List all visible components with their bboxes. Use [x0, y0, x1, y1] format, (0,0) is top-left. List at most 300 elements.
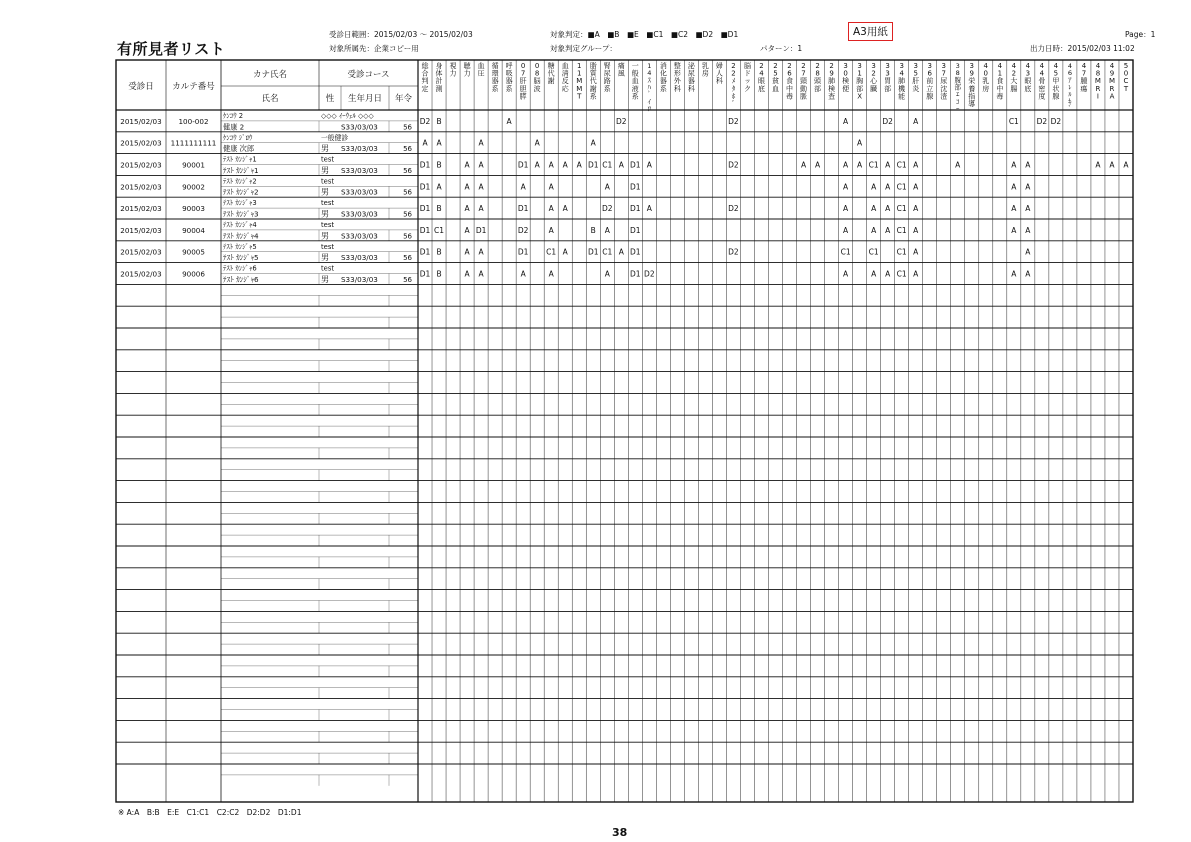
- judgement-cell: A: [955, 160, 961, 170]
- row-kana: ﾃｽﾄ ｶﾝｼﾞｬ6: [223, 264, 257, 273]
- column-header-char: 腹: [954, 76, 962, 85]
- judgement-cell: A: [604, 269, 610, 279]
- column-header-char: 総: [421, 62, 429, 70]
- judgement-cell: A: [1025, 182, 1031, 192]
- column-header-char: 般: [631, 69, 639, 78]
- row-name: ﾃｽﾄ ｶﾝｼﾞｬ1: [223, 165, 259, 175]
- judgement-cell: A: [843, 204, 849, 214]
- judgement-cell: D1: [517, 160, 529, 170]
- column-header-char: 動: [800, 84, 808, 93]
- judgement-cell: D1: [419, 182, 431, 192]
- judgement-cell: D2: [728, 116, 739, 126]
- judgement-cell: A: [913, 116, 919, 126]
- judgement-cell: A: [1011, 160, 1017, 170]
- judgement-cell: C1: [896, 160, 907, 170]
- column-header-char: 肺: [828, 77, 836, 86]
- judgement-cell: A: [913, 160, 919, 170]
- judgement-cell: A: [618, 160, 624, 170]
- column-header-char: 身: [435, 62, 443, 70]
- judgement-group: 対象判定グループ：: [550, 44, 617, 53]
- column-header-char: 9: [969, 69, 975, 78]
- column-header-char: 器: [505, 77, 513, 86]
- column-header-char: 器: [659, 77, 667, 86]
- column-header-char: 血: [631, 77, 639, 86]
- column-header-char: 8: [815, 69, 820, 78]
- judgement-cell: A: [1095, 160, 1101, 170]
- row-karte: 1111111111: [170, 138, 217, 148]
- column-header-char: 血: [477, 62, 485, 70]
- column-header-char: 食: [786, 77, 794, 86]
- judgement-cell: D2: [644, 269, 655, 279]
- judgement-cell: A: [562, 247, 568, 257]
- column-header-char: 8: [534, 69, 540, 78]
- column-header-char: 風: [617, 69, 625, 78]
- judgement-cell: A: [1011, 225, 1017, 235]
- judgement-cell: A: [478, 182, 484, 192]
- column-header-char: 7: [941, 69, 946, 78]
- row-sex: 男: [321, 165, 329, 175]
- row-name: ﾃｽﾄ ｶﾝｼﾞｬ4: [223, 231, 259, 241]
- column-header-char: 6: [1067, 69, 1073, 78]
- column-header-char: 部: [884, 84, 892, 93]
- judgement-cell: D2: [1050, 116, 1062, 126]
- column-header-char: 4: [1039, 62, 1045, 70]
- judgement-cell: A: [464, 160, 470, 170]
- column-header-char: 4: [1067, 62, 1073, 70]
- judgement-cell: A: [843, 225, 849, 235]
- judgement-cell: A: [871, 269, 877, 279]
- column-header-char: 度: [1038, 92, 1046, 101]
- judgement-cell: D1: [630, 269, 641, 279]
- judgement-cell: C1: [896, 182, 907, 192]
- judgement-cell: A: [548, 225, 554, 235]
- column-header-char: 6: [927, 69, 932, 78]
- column-header-char: 5: [913, 69, 918, 78]
- column-header-char: 2: [759, 62, 764, 70]
- column-header-char: 代: [547, 69, 555, 78]
- judgement-cell: D1: [419, 204, 431, 214]
- judgement-cell: A: [843, 160, 849, 170]
- row-course: test: [321, 264, 335, 273]
- column-header-char: 器: [491, 77, 499, 86]
- judgement-cell: B: [436, 160, 442, 170]
- judgement-cell: A: [913, 225, 919, 235]
- row-karte: 90006: [182, 269, 205, 279]
- column-header-char: 科: [673, 84, 681, 93]
- judgement-cell: C1: [602, 160, 613, 170]
- column-header-char: 2: [787, 62, 792, 70]
- column-header-char: 化: [659, 69, 667, 78]
- column-header-char: ﾒ: [731, 77, 736, 86]
- column-header-char: 4: [997, 62, 1003, 70]
- column-header-char: 液: [631, 84, 639, 93]
- column-header-char: 謝: [589, 84, 597, 93]
- column-header-char: 合: [421, 69, 429, 78]
- judgement-cell: A: [520, 269, 526, 279]
- column-header-char: 胸: [856, 77, 864, 86]
- judgement-cell: A: [478, 269, 484, 279]
- judgement-cell: A: [913, 182, 919, 192]
- column-header-char: 5: [1053, 69, 1059, 78]
- column-header-char: 環: [491, 69, 499, 78]
- judgement-cell: A: [646, 204, 652, 214]
- column-header-char: 波: [533, 84, 541, 93]
- judgement-cell: D2: [419, 116, 431, 126]
- column-header-char: 肝: [519, 77, 527, 86]
- judgement-cell: A: [464, 269, 470, 279]
- judgement-cell: A: [604, 182, 610, 192]
- column-header-char: 密: [1038, 84, 1046, 93]
- column-header-char: 肺: [898, 77, 906, 86]
- column-header-char: 謝: [547, 77, 555, 86]
- judgement-cell: D1: [419, 160, 431, 170]
- judgement-cell: A: [548, 269, 554, 279]
- judgement-cell: A: [871, 225, 877, 235]
- column-header-char: 眼: [757, 77, 765, 86]
- column-header-char: 判: [421, 77, 429, 86]
- column-header-char: 測: [435, 84, 443, 93]
- judgement-cell: D1: [419, 247, 431, 257]
- column-header-char: 外: [673, 77, 681, 86]
- column-header-char: 定: [421, 84, 429, 93]
- judgement-cell: C1: [840, 247, 851, 257]
- column-header-char: 1: [647, 62, 652, 70]
- judgement-cell: D2: [728, 204, 739, 214]
- row-birthdate: S33/03/03: [341, 122, 378, 132]
- row-age: 56: [403, 166, 412, 175]
- row-karte: 90001: [182, 160, 205, 170]
- judgement-cell: C1: [896, 269, 907, 279]
- judgement-cell: C1: [896, 204, 907, 214]
- judgement-cell: B: [436, 204, 442, 214]
- column-header-char: 応: [561, 84, 569, 93]
- column-header-char: 1: [857, 69, 862, 78]
- column-header-char: 臓: [870, 84, 878, 93]
- column-header-char: 瘍: [1080, 84, 1088, 93]
- column-header-char: ク: [743, 84, 751, 93]
- row-karte: 90003: [182, 204, 205, 214]
- column-header-char: 養: [968, 84, 976, 93]
- row-age: 56: [403, 275, 412, 284]
- judgement-cell: A: [885, 182, 891, 192]
- column-header-char: I: [1096, 92, 1099, 101]
- column-header-char: 4: [1095, 62, 1101, 70]
- column-header-char: 泌: [687, 62, 695, 70]
- judgement-legend: 対象判定：■A ■B ■E ■C1 ■C2 ■D2 ■D1: [550, 30, 739, 39]
- column-header-char: 腺: [1052, 92, 1060, 101]
- row-date: 2015/02/03: [120, 138, 162, 148]
- column-header-char: 立: [926, 84, 934, 93]
- column-header-char: 科: [715, 77, 723, 86]
- column-header-char: 系: [659, 84, 667, 93]
- judgement-cell: A: [871, 182, 877, 192]
- column-header-char: 4: [1109, 62, 1115, 70]
- judgement-cell: C1: [868, 160, 879, 170]
- column-header-char: 胆: [519, 84, 527, 93]
- row-karte: 90004: [182, 225, 205, 235]
- column-header-char: 系: [491, 84, 499, 93]
- legend-footnote: ※ A:A B:B E:E C1:C1 C2:C2 D2:D2 D1:D1: [118, 808, 302, 817]
- column-header-char: 痛: [617, 62, 625, 70]
- column-header-char: 脳: [743, 62, 751, 70]
- row-birthdate: S33/03/03: [341, 165, 378, 175]
- column-header-char: 胃: [884, 77, 892, 86]
- page-indicator: Page：1: [1125, 30, 1156, 39]
- judgement-cell: C1: [1008, 116, 1019, 126]
- row-date: 2015/02/03: [120, 160, 162, 170]
- judgement-cell: D1: [630, 160, 641, 170]
- column-header-char: ﾚ: [1068, 83, 1072, 92]
- column-header-char: ﾙ: [1068, 90, 1072, 99]
- judgement-cell: A: [478, 138, 484, 148]
- column-header-char: 部: [954, 83, 962, 92]
- column-header-char: 2: [801, 62, 806, 70]
- column-header-char: 4: [647, 69, 652, 78]
- judgement-cell: A: [913, 269, 919, 279]
- judgement-cell: A: [843, 269, 849, 279]
- page-number: 38: [612, 826, 628, 839]
- judgement-cell: A: [534, 160, 540, 170]
- column-header-char: 肝: [912, 77, 920, 86]
- column-header-char: 腸: [1010, 84, 1018, 93]
- row-birthdate: S33/03/03: [341, 274, 378, 284]
- judgement-cell: D1: [630, 225, 641, 235]
- judgement-cell: C1: [546, 247, 557, 257]
- header-name: 氏名: [261, 94, 279, 104]
- column-header-char: 房: [701, 69, 709, 78]
- column-header-char: 器: [687, 77, 695, 86]
- column-header-char: 2: [871, 69, 876, 78]
- column-header-char: 5: [773, 69, 778, 78]
- column-header-char: 3: [969, 62, 975, 70]
- column-header-char: 頭: [814, 77, 822, 86]
- judgement-cell: A: [464, 247, 470, 257]
- row-sex: 男: [321, 144, 329, 154]
- column-header-char: 力: [463, 69, 471, 78]
- judgement-cell: D2: [1036, 116, 1048, 126]
- column-header-char: 甲: [1052, 77, 1060, 86]
- column-header-char: 力: [449, 69, 457, 78]
- column-header-char: 頸: [800, 77, 808, 86]
- column-header-char: 計: [435, 77, 443, 86]
- row-date: 2015/02/03: [120, 247, 162, 257]
- column-header-char: 状: [1052, 84, 1060, 93]
- judgement-cell: A: [646, 160, 652, 170]
- row-kana: ﾃｽﾄ ｶﾝｼﾞｬ1: [223, 155, 257, 164]
- header-birthdate: 生年月日: [347, 94, 383, 104]
- row-name: 健康 次郎: [223, 144, 255, 154]
- judgement-cell: A: [814, 160, 821, 170]
- column-header-char: 圧: [477, 69, 485, 78]
- column-header-char: 尿: [603, 69, 611, 78]
- column-header-char: 3: [913, 62, 918, 70]
- column-header-char: 検: [828, 84, 836, 93]
- judgement-cell: D2: [728, 160, 739, 170]
- row-age: 56: [403, 145, 412, 154]
- column-header-char: ﾞ: [1068, 105, 1072, 114]
- column-header-char: 消: [659, 62, 667, 70]
- column-header-char: 系: [505, 84, 513, 93]
- column-header-char: 系: [589, 92, 597, 101]
- judgement-cell: A: [478, 204, 484, 214]
- row-karte: 100-002: [178, 116, 209, 126]
- column-header-char: 心: [870, 77, 878, 86]
- judgement-cell: A: [885, 204, 891, 214]
- row-age: 56: [403, 210, 412, 219]
- judgement-cell: A: [843, 182, 849, 192]
- column-header-char: 腎: [603, 62, 611, 70]
- column-header-char: 呼: [505, 62, 513, 70]
- column-header-char: 脂: [589, 62, 597, 70]
- row-kana: ﾃｽﾄ ｶﾝｼﾞｬ2: [223, 177, 257, 186]
- column-header-char: 炎: [912, 84, 920, 93]
- column-header-char: 尿: [687, 69, 695, 78]
- row-kana: ﾃｽﾄ ｶﾝｼﾞｬ5: [223, 242, 257, 251]
- row-sex: 男: [321, 274, 329, 284]
- row-course: ◇◇◇ ｲｰｳｪﾙ ◇◇◇: [321, 112, 374, 120]
- judgement-cell: D2: [616, 116, 627, 126]
- judgement-cell: A: [871, 204, 877, 214]
- row-sex: 男: [321, 231, 329, 241]
- column-header-char: ﾞ: [731, 100, 736, 108]
- judgement-cell: A: [1123, 160, 1129, 170]
- column-header-char: 3: [927, 62, 932, 70]
- column-header-char: 3: [871, 62, 876, 70]
- column-header-char: 4: [899, 69, 904, 78]
- column-header-char: 4: [1025, 62, 1031, 70]
- column-header-char: 反: [561, 77, 569, 86]
- column-header-char: 中: [786, 84, 794, 93]
- judgement-cell: A: [562, 204, 568, 214]
- row-course: test: [321, 242, 335, 251]
- row-age: 56: [403, 123, 412, 132]
- column-header-char: 1: [997, 69, 1003, 78]
- row-date: 2015/02/03: [120, 182, 162, 192]
- judgement-cell: D1: [475, 225, 487, 235]
- column-header-char: 吸: [505, 69, 513, 78]
- row-birthdate: S33/03/03: [341, 253, 378, 263]
- column-header-char: 底: [1024, 84, 1032, 93]
- judgement-cell: D1: [587, 247, 599, 257]
- row-sex: 男: [321, 187, 329, 197]
- judgement-cell: A: [885, 269, 891, 279]
- column-header-char: R: [1109, 84, 1115, 93]
- column-header-char: 4: [983, 62, 989, 70]
- judgement-cell: D1: [587, 160, 599, 170]
- judgement-cell: A: [506, 116, 512, 126]
- judgement-cell: A: [913, 247, 919, 257]
- row-date: 2015/02/03: [120, 204, 162, 214]
- judgement-cell: B: [436, 269, 442, 279]
- row-name: ﾃｽﾄ ｶﾝｼﾞｬ3: [223, 209, 259, 219]
- column-header-char: 婦: [715, 62, 723, 70]
- judgement-cell: A: [885, 225, 891, 235]
- column-header-char: 指: [968, 92, 976, 101]
- column-header-char: 2: [773, 62, 778, 70]
- column-header-char: 8: [955, 69, 960, 78]
- judgement-cell: A: [1011, 182, 1017, 192]
- judgement-cell: D1: [630, 247, 641, 257]
- column-header-char: 貧: [772, 77, 779, 86]
- column-header-char: 循: [491, 62, 499, 70]
- judgement-cell: A: [857, 138, 863, 148]
- judgement-cell: A: [800, 160, 807, 170]
- column-header-char: ｽ: [647, 76, 651, 85]
- column-header-char: T: [577, 92, 582, 101]
- column-header-char: ﾀ: [731, 84, 736, 93]
- column-header-char: X: [857, 92, 863, 101]
- column-header-char: 代: [589, 77, 597, 86]
- column-header-char: ｱ: [1068, 76, 1072, 85]
- column-header-char: 3: [1025, 69, 1031, 78]
- column-header-char: 3: [885, 62, 890, 70]
- column-header-char: 中: [996, 84, 1004, 93]
- column-header-char: ﾟ: [647, 90, 651, 99]
- column-header-char: 毒: [996, 92, 1004, 101]
- column-header-char: 脳: [533, 77, 541, 86]
- column-header-char: 9: [1109, 69, 1115, 78]
- column-header-char: 清: [561, 69, 569, 78]
- output-datetime: 出力日時：2015/02/03 11:02: [1030, 44, 1135, 53]
- header-karte: カルテ番号: [172, 82, 215, 92]
- column-header-char: 0: [1123, 69, 1129, 78]
- judgement-cell: A: [1025, 204, 1031, 214]
- report-title: 有所見者リスト: [117, 40, 226, 58]
- column-header-char: 脈: [800, 92, 808, 101]
- row-course: 一般健診: [321, 133, 349, 142]
- column-header-char: 3: [885, 69, 890, 78]
- column-header-char: 大: [1010, 77, 1018, 86]
- column-header-char: A: [1109, 92, 1115, 101]
- judgement-cell: A: [1025, 225, 1031, 235]
- column-header-char: 便: [842, 84, 850, 93]
- judgement-cell: C1: [434, 225, 445, 235]
- row-course: test: [321, 221, 335, 229]
- judgement-cell: B: [436, 247, 442, 257]
- judgement-cell: C1: [896, 247, 907, 257]
- header-age: 年令: [394, 94, 413, 104]
- judgement-cell: D1: [630, 204, 641, 214]
- column-header-char: 膵: [519, 92, 527, 101]
- column-header-char: 血: [561, 62, 569, 70]
- column-header-char: 骨: [1038, 77, 1046, 86]
- judgement-cell: A: [590, 138, 596, 148]
- judgement-cell: A: [478, 160, 484, 170]
- judgement-cell: A: [885, 160, 891, 170]
- column-header-char: T: [1123, 84, 1129, 93]
- judgement-cell: A: [464, 182, 470, 192]
- column-header-char: M: [576, 77, 583, 86]
- table-frame: [116, 60, 1133, 802]
- column-header-char: 腺: [926, 92, 934, 101]
- judgement-cell: A: [857, 160, 863, 170]
- paper-size-badge: A3用紙: [848, 22, 893, 41]
- column-header-char: 系: [631, 92, 639, 101]
- column-header-char: 人: [715, 69, 723, 78]
- row-birthdate: S33/03/03: [341, 187, 378, 197]
- column-header-char: 聴: [463, 62, 471, 70]
- judgement-cell: A: [1025, 160, 1031, 170]
- column-header-char: ｷ: [1068, 97, 1072, 106]
- row-name: ﾃｽﾄ ｶﾝｼﾞｬ5: [223, 253, 259, 263]
- column-header-char: 5: [1123, 62, 1129, 70]
- target-dept: 対象所属先：企業コピー用: [329, 44, 419, 53]
- row-name: 健康 2: [223, 122, 245, 132]
- column-header-char: ｴ: [956, 90, 960, 99]
- judgement-cell: A: [520, 182, 526, 192]
- row-birthdate: S33/03/03: [341, 144, 378, 154]
- row-age: 56: [403, 232, 412, 241]
